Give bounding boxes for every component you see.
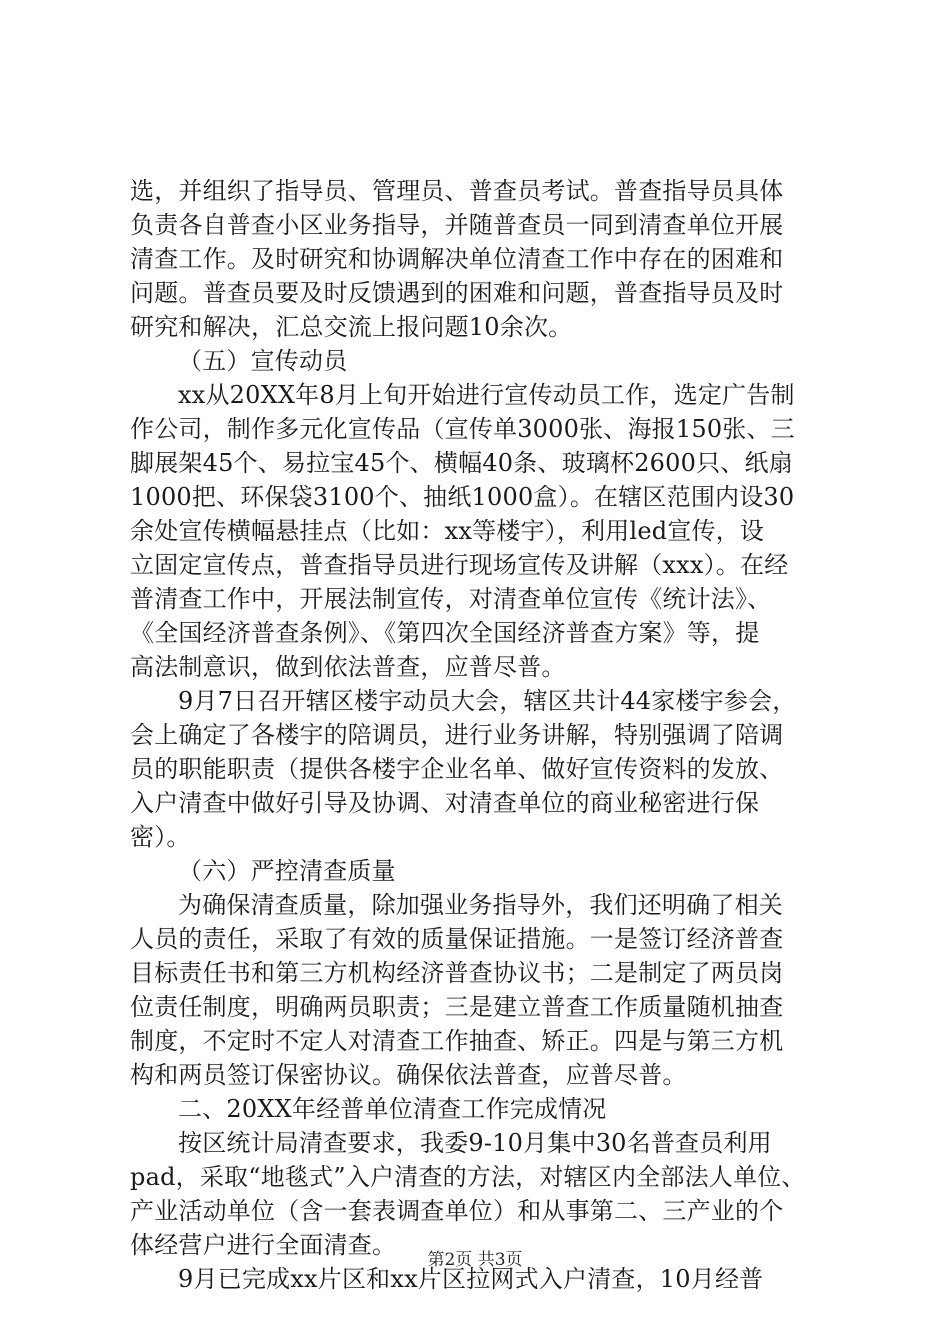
text-line: 研究和解决，汇总交流上报问题10余次。 (130, 313, 573, 341)
text-line: 为确保清查质量，除加强业务指导外，我们还明确了相关 (178, 891, 783, 919)
text-line: 9月已完成xx片区和xx片区拉网式入户清查，10月经普 (178, 1265, 764, 1293)
text-line: 按区统计局清查要求，我委9-10月集中30名普查员利用 (178, 1129, 772, 1157)
text-line: 产业活动单位（含一套表调查单位）和从事第二、三产业的个 (130, 1197, 784, 1225)
section-heading: （五）宣传动员 (178, 347, 348, 375)
body-text (130, 174, 830, 1296)
text-line: 会上确定了各楼宇的陪调员，进行业务讲解，特别强调了陪调 (130, 721, 784, 749)
text-line: 9月7日召开辖区楼宇动员大会，辖区共计44家楼宇参会， (178, 687, 797, 715)
text-line: 清查工作。及时研究和协调解决单位清查工作中存在的困难和 (130, 245, 784, 273)
text-line: 人员的责任，采取了有效的质量保证措施。一是签订经济普查 (130, 925, 784, 953)
section-heading: 二、20XX年经普单位清查工作完成情况 (178, 1095, 607, 1123)
text-line: 作公司，制作多元化宣传品（宣传单3000张、海报150张、三 (130, 415, 795, 443)
text-line: 制度，不定时不定人对清查工作抽查、矫正。四是与第三方机 (130, 1027, 784, 1055)
text-line: 脚展架45个、易拉宝45个、横幅40条、玻璃杯2600只、纸扇 (130, 449, 793, 477)
text-line: 立固定宣传点，普查指导员进行现场宣传及讲解（xxx）。在经 (130, 551, 789, 579)
section-heading: （六）严控清查质量 (178, 857, 396, 885)
text-line: 负责各自普查小区业务指导，并随普查员一同到清查单位开展 (130, 211, 784, 239)
text-line: 位责任制度，明确两员职责；三是建立普查工作质量随机抽查 (130, 993, 784, 1021)
text-line: 员的职能职责（提供各楼宇企业名单、做好宣传资料的发放、 (130, 755, 784, 783)
text-line: 体经营户进行全面清查。 (130, 1231, 397, 1259)
text-line: 普清查工作中，开展法制宣传，对清查单位宣传《统计法》、 (130, 585, 772, 613)
text-line: 高法制意识，做到依法普查，应普尽普。 (130, 653, 566, 681)
text-line: 问题。普查员要及时反馈遇到的困难和问题，普查指导员及时 (130, 279, 784, 307)
text-line: 1000把、环保袋3100个、抽纸1000盒）。在辖区范围内设30 (130, 483, 795, 511)
text-line: 入户清查中做好引导及协调、对清查单位的商业秘密进行保 (130, 789, 760, 817)
text-line: 目标责任书和第三方机构经济普查协议书；二是制定了两员岗 (130, 959, 784, 987)
text-line: 《全国经济普查条例》、《第四次全国经济普查方案》等，提 (130, 619, 760, 647)
text-line: 密）。 (130, 823, 191, 851)
text-line: 选，并组织了指导员、管理员、普查员考试。普查指导员具体 (130, 177, 784, 205)
text-line: 构和两员签订保密协议。确保依法普查，应普尽普。 (130, 1061, 687, 1089)
text-line: pad，采取“地毯式”入户清查的方法，对辖区内全部法人单位、 (130, 1163, 806, 1191)
text-line: xx从20XX年8月上旬开始进行宣传动员工作，选定广告制 (178, 381, 795, 409)
text-line: 余处宣传横幅悬挂点（比如：xx等楼宇），利用led宣传，设 (130, 517, 765, 545)
page-footer: 第2页 共3页 (427, 1250, 523, 1270)
